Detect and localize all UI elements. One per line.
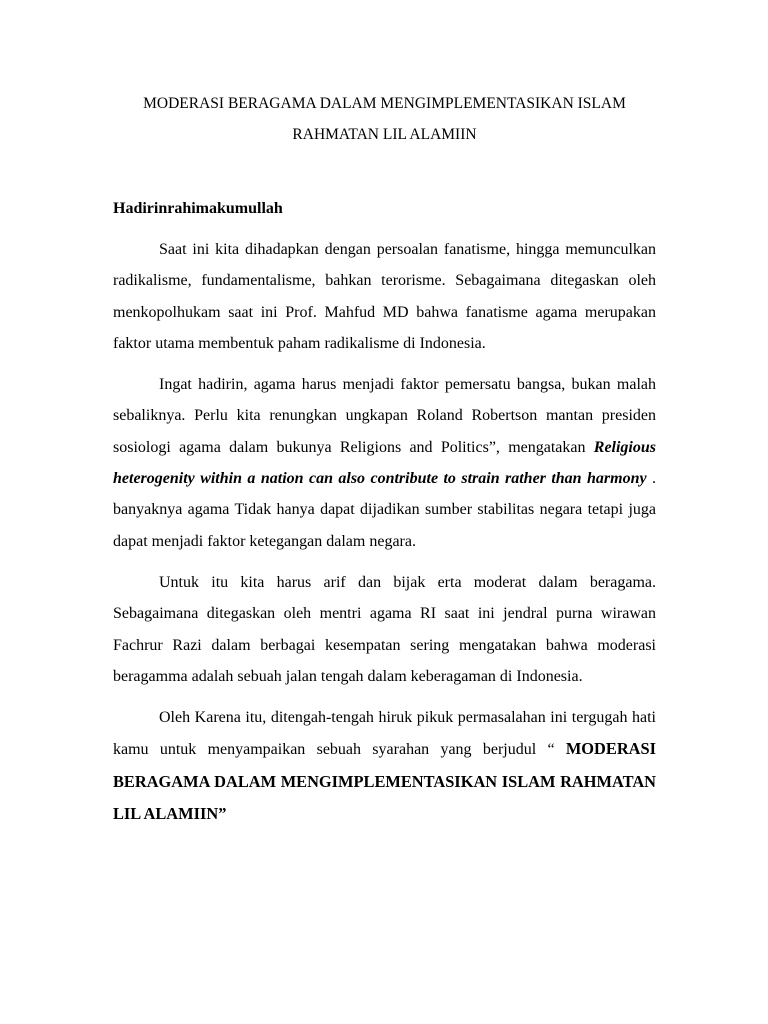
paragraph-2 (113, 369, 656, 557)
paragraph-4 (113, 702, 656, 830)
title-line-1: MODERASI BERAGAMA DALAM MENGIMPLEMENTASIKAN ISLAM (143, 95, 626, 112)
paragraph-2-intro: Ingat hadirin, agama harus menjadi faktor pemersatu bangsa, bukan malah sebaliknya. Perlu kita renungkan ungkapan Roland Robertson mantan presiden sosiologi agama dalam bukunya Religions and Politics”, mengatakan (113, 376, 656, 456)
paragraph-2-rest: . banyaknya agama Tidak hanya dapat dijadikan sumber stabilitas negara tetapi juga dapat menjadi faktor ketegangan dalam negara. (113, 470, 657, 550)
title-line-2: RAHMATAN LIL ALAMIIN (292, 126, 477, 143)
paragraph-1: Saat ini kita dihadapkan dengan persoalan fanatisme, hingga memunculkan radikalisme, fundamentalisme, bahkan terorisme. Sebagaimana ditegaskan oleh menkopolhukam saat ini Prof. Mahfud MD bahwa fanatisme agama merupakan faktor utama membentuk paham radikalisme di Indonesia. (113, 241, 656, 352)
document-title (113, 0, 656, 150)
paragraph-3: Untuk itu kita harus arif dan bijak erta moderat dalam beragama. Sebagaimana ditegaskan oleh mentri agama RI saat ini jendral purna wirawan Fachrur Razi dalam berbagai kesempatan sering mengatakan bahwa moderasi beragamma adalah sebuah jalan tengah dalam keberagaman di Indonesia. (113, 573, 656, 685)
speech-title: MODERASI BERAGAMA DALAM MENGIMPLEMENTASIKAN ISLAM RAHMATAN LIL ALAMIIN” (113, 739, 656, 824)
greeting-heading: Hadirinrahimakumullah (113, 200, 283, 217)
paragraph-4-intro: Oleh Karena itu, ditengah-tengah hiruk pikuk permasalahan ini tergugah hati kamu untuk menyampaikan sebuah syarahan yang berjudul “ (113, 709, 656, 759)
robertson-quote: Religious heterogenity within a nation can also contribute to strain rather than harmony (113, 438, 656, 488)
